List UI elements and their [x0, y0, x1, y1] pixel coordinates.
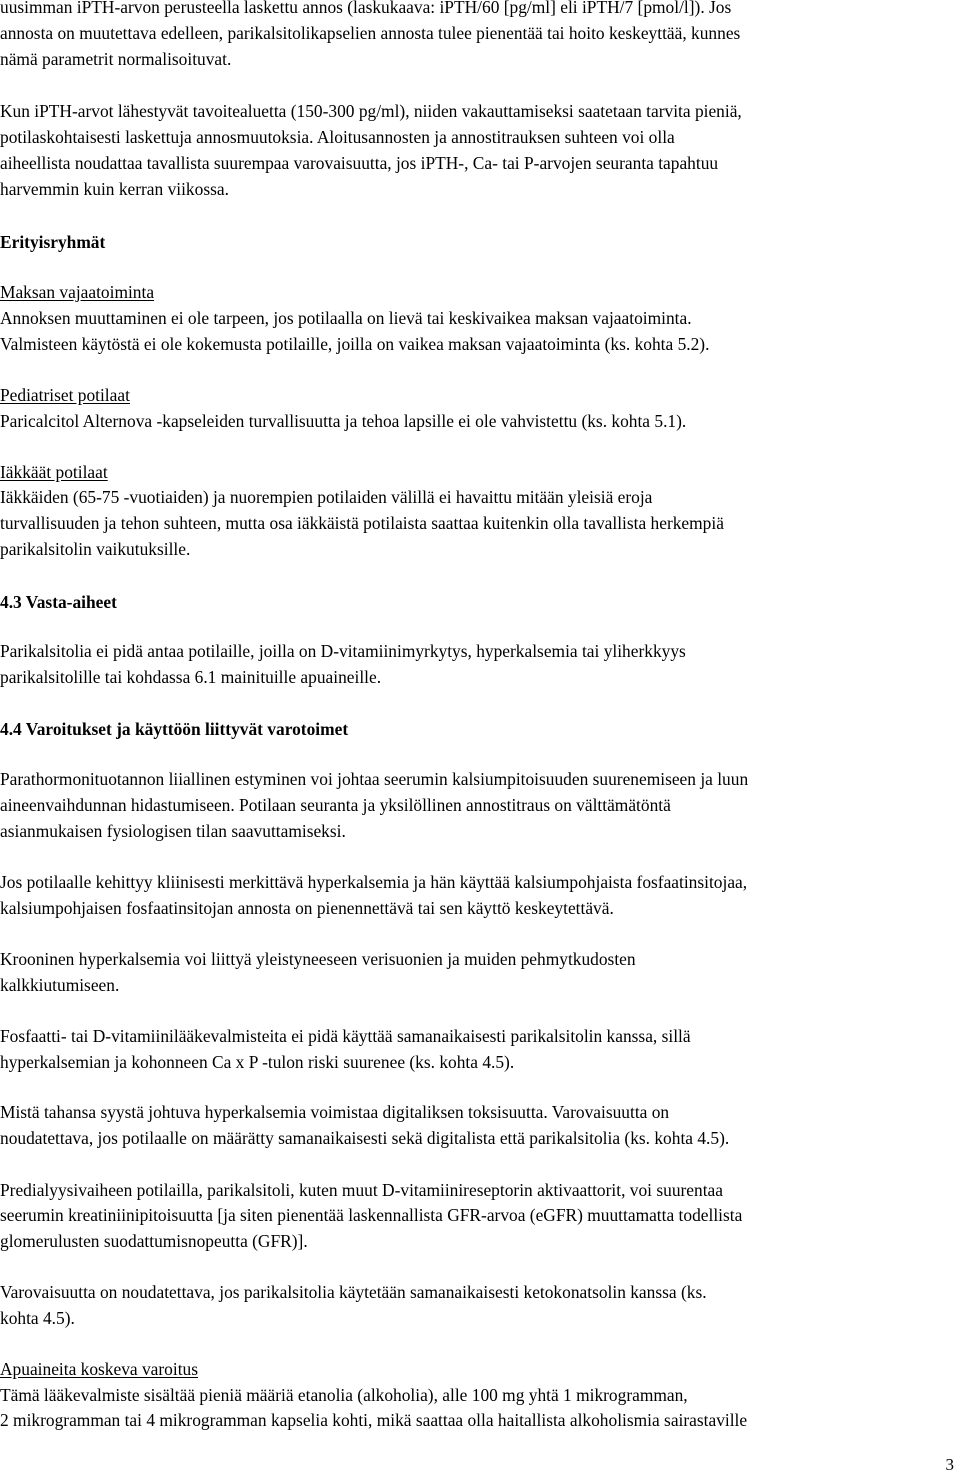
body-text-line: Predialyysivaiheen potilailla, parikalsitoli, kuten muut D-vitamiinireseptorin aktivaattorit, voi suurentaa [0, 1180, 723, 1200]
body-text-line: Parikalsitolia ei pidä antaa potilaille, joilla on D-vitamiinimyrkytys, hyperkalsemia tai yliherkkyys [0, 641, 686, 661]
body-text-line: Jos potilaalle kehittyy kliinisesti merkittävä hyperkalsemia ja hän käyttää kalsiumpohjaista fosfaatinsitojaa, [0, 872, 748, 892]
body-text-line: glomerulusten suodattumisnopeutta (GFR)]. [0, 1231, 308, 1251]
body-text-line: parikalsitolin vaikutuksille. [0, 539, 191, 559]
body-text-line: harvemmin kuin kerran viikossa. [0, 179, 229, 199]
body-text-line: aiheellista noudattaa tavallista suurempaa varovaisuutta, jos iPTH-, Ca- tai P-arvojen seuranta tapahtuu [0, 153, 719, 173]
body-text-line: Krooninen hyperkalsemia voi liittyä yleistyneeseen verisuonien ja muiden pehmytkudosten [0, 949, 636, 969]
body-text-line: Fosfaatti- tai D-vitamiinilääkevalmisteita ei pidä käyttää samanaikaisesti parikalsitolin kanssa, sillä [0, 1026, 691, 1046]
body-text-line: 2 mikrogramman tai 4 mikrogramman kapselia kohti, mikä saattaa olla haitallista alkoholismia sairastaville [0, 1410, 748, 1430]
body-text-line: Tämä lääkevalmiste sisältää pieniä määriä etanolia (alkoholia), alle 100 mg yhtä 1 mikrogramman, [0, 1385, 688, 1405]
body-text-line: nämä parametrit normalisoituvat. [0, 49, 232, 69]
body-text-line: aineenvaihdunnan hidastumiseen. Potilaan seuranta ja yksilöllinen annostitraus on välttämätöntä [0, 795, 671, 815]
body-text-line: Parathormonituotannon liiallinen estyminen voi johtaa seerumin kalsiumpitoisuuden suurenemiseen ja luun [0, 769, 749, 789]
body-text-line: seerumin kreatiniinipitoisuutta [ja siten pienentää laskennallista GFR-arvoa (eGFR) muuttamatta todellista [0, 1205, 743, 1225]
section-heading-special-groups: Erityisryhmät [0, 232, 106, 252]
body-text-line: kalkkiutumiseen. [0, 975, 120, 995]
body-text-line: uusimman iPTH-arvon perusteella laskettu annos (laskukaava: iPTH/60 [pg/ml] eli iPTH/7 [pmol/l]). Jos [0, 0, 732, 17]
body-text-line: kalsiumpohjaisen fosfaatinsitojan annosta on pienennettävä tai sen käyttö keskeytettävä. [0, 898, 614, 918]
subheading-excipient-warning: Apuaineita koskeva varoitus [0, 1359, 199, 1379]
section-heading-contraindications: 4.3 Vasta-aiheet [0, 592, 117, 612]
body-text-line: Paricalcitol Alternova -kapseleiden turvallisuutta ja tehoa lapsille ei ole vahvistettu (ks. kohta 5.1). [0, 411, 687, 431]
section-heading-warnings: 4.4 Varoitukset ja käyttöön liittyvät varotoimet [0, 719, 349, 739]
page-number: 3 [945, 1455, 954, 1474]
body-text-line: Valmisteen käytöstä ei ole kokemusta potilaille, joilla on vaikea maksan vajaatoiminta (ks. kohta 5.2). [0, 334, 710, 354]
subheading-liver-impairment: Maksan vajaatoiminta [0, 282, 155, 302]
body-text-line: parikalsitolille tai kohdassa 6.1 mainituille apuaineille. [0, 667, 382, 687]
body-text-line: Varovaisuutta on noudatettava, jos parikalsitolia käytetään samanaikaisesti ketokonatsolin kanssa (ks. [0, 1282, 707, 1302]
body-text-line: annosta on muutettava edelleen, parikalsitolikapselien annosta tulee pienentää tai hoito keskeyttää, kunnes [0, 23, 741, 43]
body-text-line: turvallisuuden ja tehon suhteen, mutta osa iäkkäistä potilaista saattaa kuitenkin olla tavallista herkempiä [0, 513, 724, 533]
body-text-line: Annoksen muuttaminen ei ole tarpeen, jos potilaalla on lievä tai keskivaikea maksan vajaatoiminta. [0, 308, 692, 328]
body-text-line: Kun iPTH-arvot lähestyvät tavoitealuetta (150-300 pg/ml), niiden vakauttamiseksi saatetaan tarvita pieniä, [0, 101, 742, 121]
body-text-line: noudatettava, jos potilaalle on määrätty samanaikaisesti sekä digitalista että parikalsitolia (ks. kohta 4.5). [0, 1128, 730, 1148]
body-text-line: Iäkkäiden (65-75 -vuotiaiden) ja nuorempien potilaiden välillä ei havaittu mitään yleisiä eroja [0, 487, 653, 507]
body-text-line: hyperkalsemian ja kohonneen Ca x P -tulon riski suurenee (ks. kohta 4.5). [0, 1052, 515, 1072]
subheading-elderly: Iäkkäät potilaat [0, 462, 108, 482]
body-text-line: Mistä tahansa syystä johtuva hyperkalsemia voimistaa digitaliksen toksisuutta. Varovaisuutta on [0, 1102, 670, 1122]
body-text-line: asianmukaisen fysiologisen tilan saavuttamiseksi. [0, 821, 346, 841]
subheading-pediatric: Pediatriset potilaat [0, 385, 130, 405]
body-text-line: kohta 4.5). [0, 1308, 75, 1328]
body-text-line: potilaskohtaisesti laskettuja annosmuutoksia. Aloitusannosten ja annostitrauksen suhteen voi olla [0, 127, 675, 147]
